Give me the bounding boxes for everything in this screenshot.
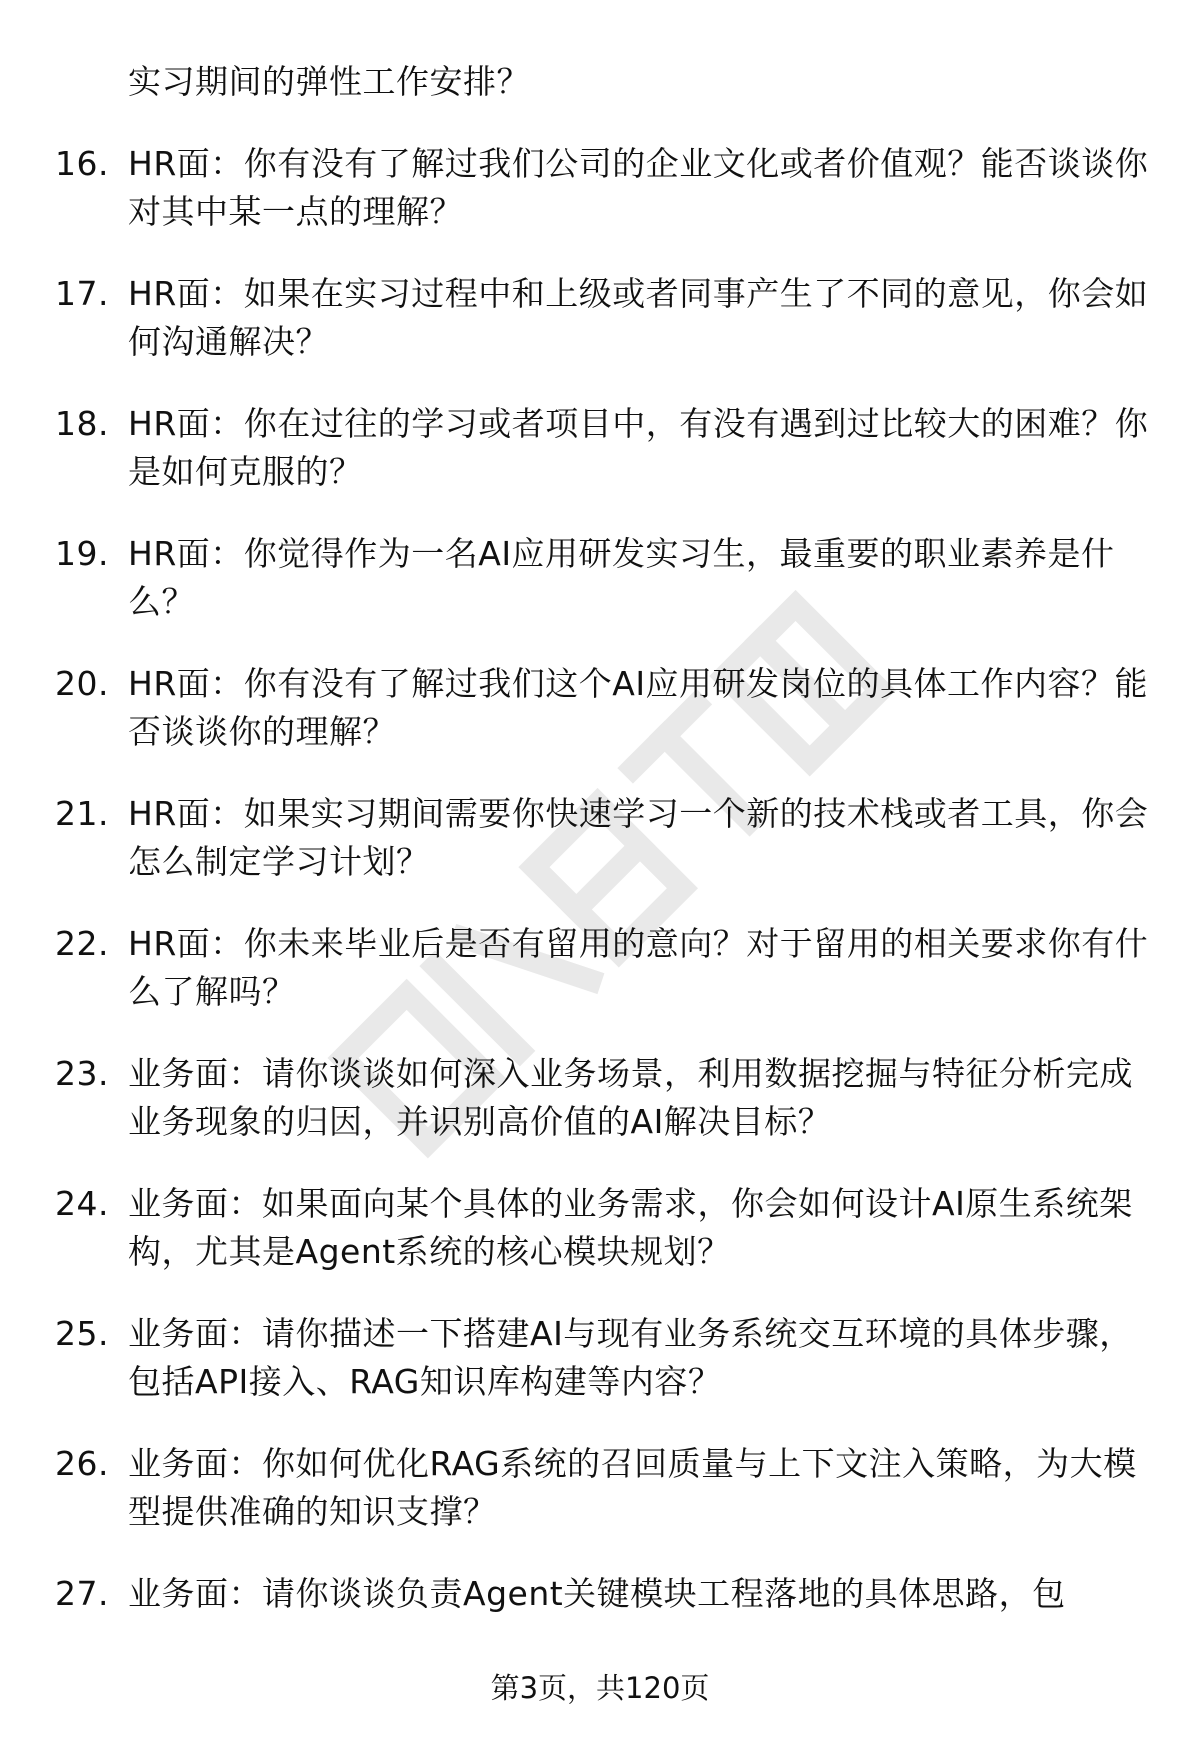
list-item [0, 790, 1200, 894]
continuation-text: 实习期间的弹性工作安排？ [128, 62, 530, 101]
item-number: 23. [55, 1054, 109, 1093]
item-number: 18. [55, 404, 109, 443]
list-item [0, 140, 1200, 244]
item-text: HR面：你有没有了解过我们这个AI应用研发岗位的具体工作内容？能否谈谈你的理解？ [128, 664, 1149, 751]
item-text: HR面：如果实习期间需要你快速学习一个新的技术栈或者工具，你会怎么制定学习计划？ [128, 794, 1149, 881]
list-item [0, 1310, 1200, 1414]
item-text: HR面：你有没有了解过我们公司的企业文化或者价值观？能否谈谈你对其中某一点的理解？ [128, 144, 1149, 231]
item-text: HR面：如果在实习过程中和上级或者同事产生了不同的意见，你会如何沟通解决？ [128, 274, 1149, 361]
item-number: 24. [55, 1184, 109, 1223]
item-text: 业务面：请你谈谈如何深入业务场景，利用数据挖掘与特征分析完成业务现象的归因，并识别高价值的AI解决目标？ [128, 1054, 1133, 1141]
list-item [0, 1440, 1200, 1544]
item-number: 16. [55, 144, 109, 183]
list-item [0, 920, 1200, 1024]
item-text: HR面：你在过往的学习或者项目中，有没有遇到过比较大的困难？你是如何克服的？ [128, 404, 1149, 491]
item-number: 22. [55, 924, 109, 963]
item-number: 17. [55, 274, 109, 313]
item-number: 19. [55, 534, 109, 573]
item-text: 业务面：请你谈谈负责Agent关键模块工程落地的具体思路，包 [128, 1574, 1066, 1613]
list-item [0, 1180, 1200, 1284]
item-text: 业务面：请你描述一下搭建AI与现有业务系统交互环境的具体步骤，包括API接入、RAG知识库构建等内容？ [128, 1314, 1133, 1401]
list-item [0, 1570, 1200, 1674]
item-number: 20. [55, 664, 109, 703]
item-number: 21. [55, 794, 109, 833]
item-text: 业务面：如果面向某个具体的业务需求，你会如何设计AI原生系统架构，尤其是Agent系统的核心模块规划？ [128, 1184, 1133, 1271]
item-text: HR面：你未来毕业后是否有留用的意向？对于留用的相关要求你有什么了解吗？ [128, 924, 1149, 1011]
list-item [0, 400, 1200, 504]
item-number: 27. [55, 1574, 109, 1613]
list-item [0, 270, 1200, 374]
item-number: 26. [55, 1444, 109, 1483]
list-item [0, 530, 1200, 634]
item-number: 25. [55, 1314, 109, 1353]
page-footer: 第3页，共120页 [490, 1671, 710, 1705]
list-item [0, 660, 1200, 764]
item-text: 业务面：你如何优化RAG系统的召回质量与上下文注入策略，为大模型提供准确的知识支撑？ [128, 1444, 1137, 1531]
list-item [0, 1050, 1200, 1154]
question-list [0, 140, 1200, 1700]
item-text: HR面：你觉得作为一名AI应用研发实习生，最重要的职业素养是什么？ [128, 534, 1115, 621]
